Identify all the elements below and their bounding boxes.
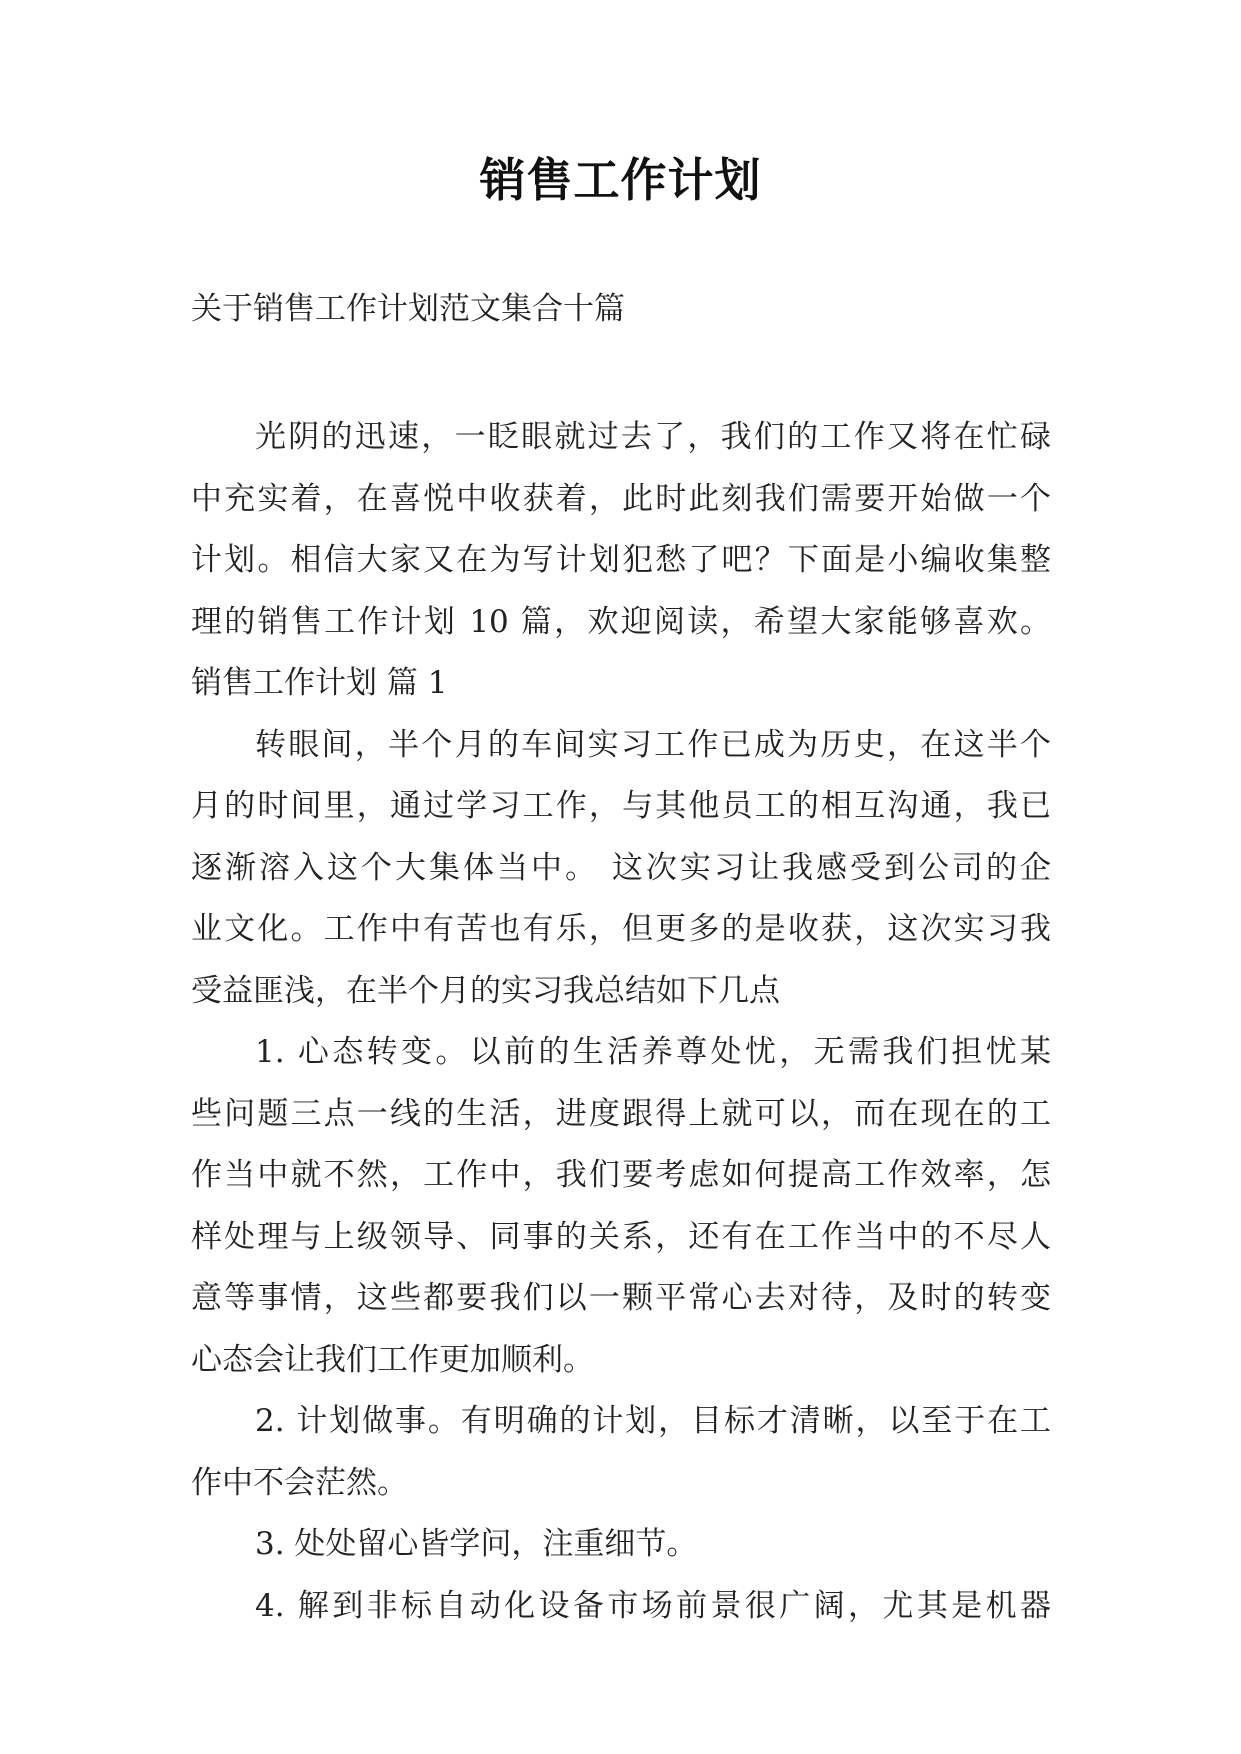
- paragraph-line: 作中不会茫然。: [191, 1464, 408, 1501]
- paragraph-line: 意等事情，这些都要我们以一颗平常心去对待，及时的转变: [191, 1280, 1051, 1316]
- list-item-1: [191, 1022, 1051, 1391]
- paragraph-line: 转眼间，半个月的车间实习工作已成为历史，在这半个: [255, 726, 1051, 763]
- paragraph-line: 些问题三点一线的生活，进度跟得上就可以，而在现在的工: [191, 1095, 1051, 1132]
- paragraph-line: 光阴的迅速，一眨眼就过去了，我们的工作又将在忙碌: [255, 419, 1051, 455]
- paragraph-line: 1. 心态转变。以前的生活养尊处忧，无需我们担忧某: [255, 1034, 1051, 1070]
- paragraph-line: 3. 处处留心皆学问，注重细节。: [255, 1526, 698, 1562]
- paragraph-line: 业文化。工作中有苦也有乐，但更多的是收获，这次实习我: [191, 911, 1051, 947]
- paragraph-line: 中充实着，在喜悦中收获着，此时此刻我们需要开始做一个: [191, 480, 1051, 517]
- document-body: [191, 287, 1051, 1637]
- paragraph-line: 2. 计划做事。有明确的计划，目标才清晰，以至于在工: [255, 1403, 1051, 1439]
- paragraph-line: 理的销售工作计划 10 篇，欢迎阅读，希望大家能够喜欢。: [191, 603, 1051, 640]
- paragraph-line: 4. 解到非标自动化设备市场前景很广阔，尤其是机器: [255, 1587, 1051, 1624]
- list-item-2: [191, 1391, 1051, 1514]
- list-item-4: [191, 1576, 1051, 1638]
- paragraph-line: 计划。相信大家又在为写计划犯愁了吧？下面是小编收集整: [191, 542, 1051, 578]
- paragraph-line: 受益匪浅，在半个月的实习我总结如下几点: [191, 972, 780, 1009]
- paragraph-line: 样处理与上级领导、同事的关系，还有在工作当中的不尽人: [191, 1218, 1051, 1255]
- document-subtitle: 关于销售工作计划范文集合十篇: [191, 291, 625, 327]
- paragraph-1: [191, 715, 1051, 1023]
- paragraph-line: 作当中就不然，工作中，我们要考虑如何提高工作效率，怎: [191, 1157, 1051, 1193]
- page-title: 销售工作计划: [479, 153, 762, 207]
- paragraph-line: 月的时间里，通过学习工作，与其他员工的相互沟通，我已: [191, 788, 1051, 824]
- paragraph-line: 心态会让我们工作更加顺利。: [191, 1341, 594, 1378]
- paragraph-line: 逐渐溶入这个大集体当中。 这次实习让我感受到公司的企: [191, 849, 1051, 886]
- list-item-3: [191, 1514, 1051, 1576]
- intro-paragraph: [191, 407, 1051, 653]
- section-heading: 销售工作计划 篇 1: [191, 665, 448, 701]
